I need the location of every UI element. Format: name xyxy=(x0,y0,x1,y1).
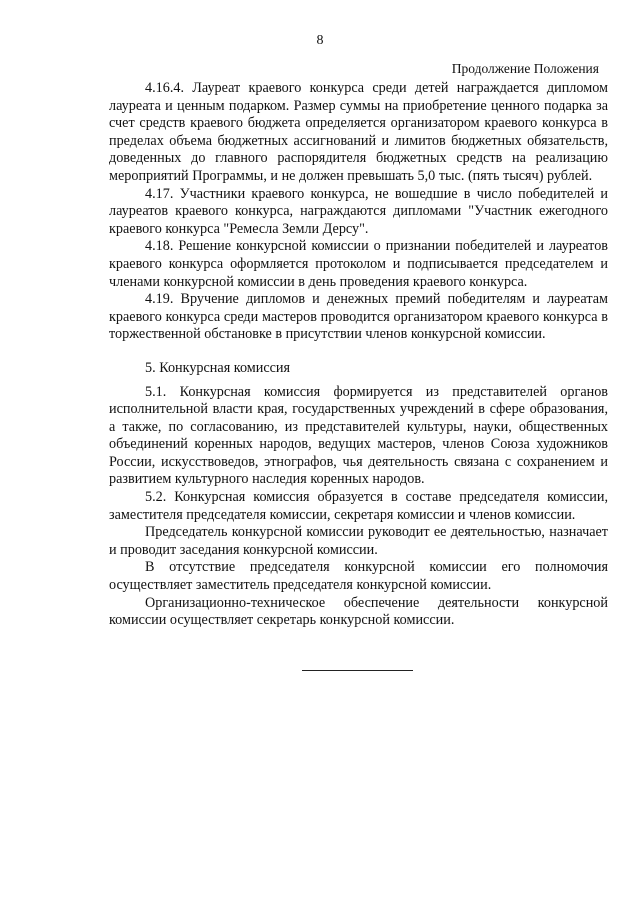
paragraph-5-1: 5.1. Конкурсная комиссия формируется из представителей органов исполнительной власти края, государственных учреждений в сфере образования, а также, по согласованию, из представителей культуры, науки, общественных объединений коренных народов, ведущих мастеров, членов Союза художников России, искусствоведов, этнографов, чья деятельность связана с сохранением и развитием культурного наследия коренных народов. xyxy=(109,383,608,488)
paragraph-deputy: В отсутствие председателя конкурсной комиссии его полномочия осуществляет заместитель председателя конкурсной комиссии. xyxy=(109,559,608,594)
paragraph-4-19: 4.19. Вручение дипломов и денежных премий победителям и лауреатам краевого конкурса среди мастеров проводится организатором краевого конкурса в торжественной обстановке в присутствии членов конкурсной комиссии. xyxy=(109,291,608,343)
continuation-label: Продолжение Положения xyxy=(451,61,599,76)
end-divider-line xyxy=(302,670,413,671)
section-5-heading: 5. Конкурсная комиссия xyxy=(145,359,291,376)
paragraph-5-2: 5.2. Конкурсная комиссия образуется в составе председателя комиссии, заместителя председателя комиссии, секретаря комиссии и членов комиссии. xyxy=(109,489,608,523)
paragraph-secretary: Организационно-техническое обеспечение деятельности конкурсной комиссии осуществляет секретарь конкурсной комиссии. xyxy=(109,594,608,629)
document-body xyxy=(109,80,608,630)
paragraph-4-17: 4.17. Участники краевого конкурса, не вошедшие в число победителей и лауреатов краевого конкурса, награждаются дипломами "Участник ежегодного краевого конкурса "Ремесла Земли Дерсу". xyxy=(109,185,608,237)
paragraph-4-18: 4.18. Решение конкурсной комиссии о признании победителей и лауреатов краевого конкурса оформляется протоколом и подписывается председателем и членами конкурсной комиссии в день проведения краевого конкурса. xyxy=(109,238,608,290)
paragraph-chairman: Председатель конкурсной комиссии руководит ее деятельностью, назначает и проводит заседания конкурсной комиссии. xyxy=(109,524,608,558)
paragraph-4-16-4: 4.16.4. Лауреат краевого конкурса среди детей награждается дипломом лауреата и ценным подарком. Размер суммы на приобретение ценного подарка за счет средств краевого бюджета определяется организатором краевого конкурса в пределах объема бюджетных ассигнований и лимитов бюджетных обязательств, доведенных до главного распорядителя бюджетных средств на реализацию мероприятий Программы, и не должен превышать 5,0 тыс. (пять тысяч) рублей. xyxy=(109,80,608,184)
page-number: 8 xyxy=(316,33,324,48)
